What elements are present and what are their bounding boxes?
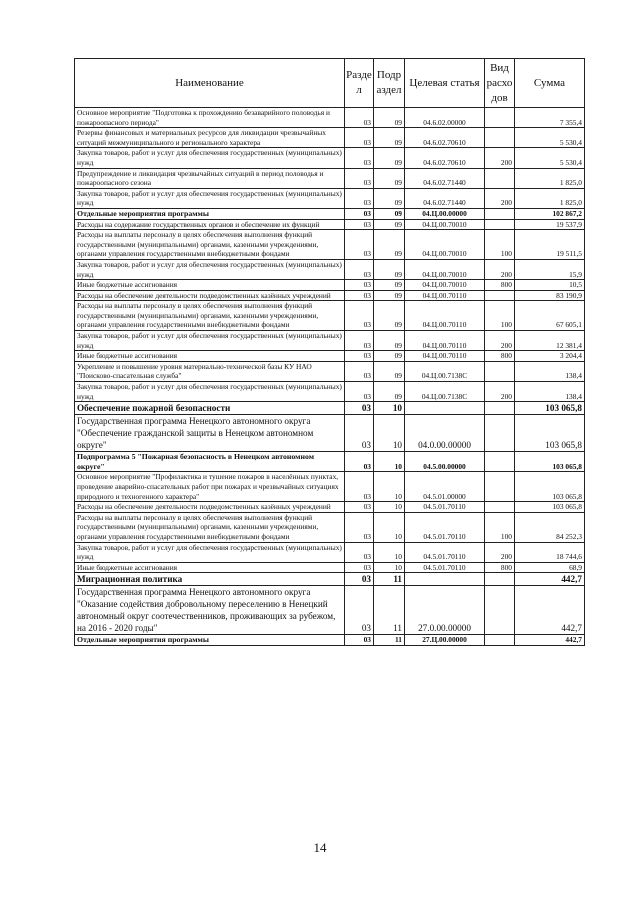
cell-razdel: 03 bbox=[345, 472, 374, 502]
cell-razdel: 03 bbox=[345, 108, 374, 128]
budget-table bbox=[74, 58, 585, 646]
cell-vid bbox=[485, 219, 515, 230]
cell-summa: 442,7 bbox=[515, 635, 585, 646]
cell-name: Отдельные мероприятия программы bbox=[75, 208, 345, 219]
cell-podrazdel: 11 bbox=[374, 586, 405, 635]
table-row bbox=[75, 573, 585, 586]
table-row bbox=[75, 472, 585, 502]
cell-summa: 5 530,4 bbox=[515, 148, 585, 168]
cell-razdel: 03 bbox=[345, 280, 374, 291]
cell-podrazdel: 09 bbox=[374, 208, 405, 219]
cell-razdel: 03 bbox=[345, 562, 374, 573]
cell-podrazdel: 10 bbox=[374, 502, 405, 513]
cell-name: Государственная программа Ненецкого автономного округа "Оказание содействия добровольному переселению в Ненецкий автономный округ соотечественников, проживающих за рубежом, на 2016 - 2020 годы" bbox=[75, 586, 345, 635]
table-row bbox=[75, 168, 585, 188]
cell-summa: 442,7 bbox=[515, 586, 585, 635]
cell-summa: 138,4 bbox=[515, 382, 585, 402]
table-row bbox=[75, 502, 585, 513]
cell-podrazdel: 11 bbox=[374, 635, 405, 646]
cell-podrazdel: 09 bbox=[374, 280, 405, 291]
cell-celevaya: 04.5.00.00000 bbox=[405, 452, 485, 472]
cell-summa: 1 825,0 bbox=[515, 188, 585, 208]
cell-summa: 103 065,8 bbox=[515, 472, 585, 502]
cell-summa: 83 190,9 bbox=[515, 290, 585, 301]
cell-name: Закупка товаров, работ и услуг для обеспечения государственных (муниципальных) нужд bbox=[75, 259, 345, 279]
cell-razdel: 03 bbox=[345, 573, 374, 586]
cell-summa: 1 825,0 bbox=[515, 168, 585, 188]
cell-podrazdel: 10 bbox=[374, 402, 405, 415]
cell-vid bbox=[485, 635, 515, 646]
cell-summa: 138,4 bbox=[515, 361, 585, 381]
table-row bbox=[75, 290, 585, 301]
cell-name: Предупреждение и ликвидация чрезвычайных ситуаций в период половодья и пожароопасного сезона bbox=[75, 168, 345, 188]
table-row bbox=[75, 542, 585, 562]
cell-vid bbox=[485, 208, 515, 219]
table-row bbox=[75, 586, 585, 635]
cell-podrazdel: 09 bbox=[374, 168, 405, 188]
cell-vid bbox=[485, 128, 515, 148]
cell-razdel: 03 bbox=[345, 351, 374, 362]
cell-summa: 19 511,5 bbox=[515, 230, 585, 260]
cell-podrazdel: 09 bbox=[374, 382, 405, 402]
cell-name: Иные бюджетные ассигнования bbox=[75, 280, 345, 291]
table-row bbox=[75, 351, 585, 362]
cell-celevaya: 04.Ц.00.70010 bbox=[405, 219, 485, 230]
cell-name: Основное мероприятие "Подготовка к прохождению безаварийного половодья и пожароопасного периода" bbox=[75, 108, 345, 128]
cell-name: Иные бюджетные ассигнования bbox=[75, 351, 345, 362]
cell-razdel: 03 bbox=[345, 148, 374, 168]
header-celevaya: Целевая статья bbox=[405, 59, 485, 108]
cell-name: Закупка товаров, работ и услуг для обеспечения государственных (муниципальных) нужд bbox=[75, 188, 345, 208]
cell-razdel: 03 bbox=[345, 512, 374, 542]
cell-razdel: 03 bbox=[345, 128, 374, 148]
cell-celevaya: 04.5.01.70110 bbox=[405, 562, 485, 573]
cell-celevaya: 04.Ц.00.70010 bbox=[405, 259, 485, 279]
cell-razdel: 03 bbox=[345, 230, 374, 260]
cell-vid bbox=[485, 472, 515, 502]
cell-summa: 442,7 bbox=[515, 573, 585, 586]
cell-name: Иные бюджетные ассигнования bbox=[75, 562, 345, 573]
header-name: Наименование bbox=[75, 59, 345, 108]
cell-razdel: 03 bbox=[345, 542, 374, 562]
cell-celevaya: 04.Ц.00.7138С bbox=[405, 382, 485, 402]
table-row bbox=[75, 562, 585, 573]
cell-summa: 3 204,4 bbox=[515, 351, 585, 362]
cell-vid: 200 bbox=[485, 382, 515, 402]
cell-summa: 68,9 bbox=[515, 562, 585, 573]
cell-razdel: 03 bbox=[345, 635, 374, 646]
cell-vid: 200 bbox=[485, 148, 515, 168]
cell-razdel: 03 bbox=[345, 586, 374, 635]
cell-name: Основное мероприятие "Профилактика и тушение пожаров в населённых пунктах, проведение аварийно-спасательных работ при пожарах и чрезвычайных ситуациях природного и техногенного характера" bbox=[75, 472, 345, 502]
cell-podrazdel: 10 bbox=[374, 452, 405, 472]
cell-razdel: 03 bbox=[345, 208, 374, 219]
header-razdel: Разде л bbox=[345, 59, 374, 108]
cell-celevaya: 04.5.01.70110 bbox=[405, 512, 485, 542]
cell-podrazdel: 09 bbox=[374, 108, 405, 128]
cell-razdel: 03 bbox=[345, 331, 374, 351]
table-body bbox=[75, 108, 585, 646]
cell-name: Резервы финансовых и материальных ресурсов для ликвидации чрезвычайных ситуаций межмуниципального и регионального характера bbox=[75, 128, 345, 148]
cell-celevaya: 04.6.02.71440 bbox=[405, 188, 485, 208]
table-row bbox=[75, 188, 585, 208]
cell-name: Расходы на обеспечение деятельности подведомственных казённых учреждений bbox=[75, 502, 345, 513]
header-vid: Вид расхо дов bbox=[485, 59, 515, 108]
cell-summa: 7 355,4 bbox=[515, 108, 585, 128]
cell-podrazdel: 10 bbox=[374, 472, 405, 502]
cell-name: Обеспечение пожарной безопасности bbox=[75, 402, 345, 415]
table-row bbox=[75, 402, 585, 415]
cell-vid bbox=[485, 402, 515, 415]
cell-vid bbox=[485, 573, 515, 586]
cell-podrazdel: 09 bbox=[374, 230, 405, 260]
cell-summa: 103 065,8 bbox=[515, 452, 585, 472]
cell-podrazdel: 09 bbox=[374, 290, 405, 301]
cell-summa: 12 381,4 bbox=[515, 331, 585, 351]
cell-razdel: 03 bbox=[345, 219, 374, 230]
table-header-row bbox=[75, 59, 585, 108]
cell-summa: 15,9 bbox=[515, 259, 585, 279]
cell-razdel: 03 bbox=[345, 452, 374, 472]
table-row bbox=[75, 219, 585, 230]
cell-razdel: 03 bbox=[345, 382, 374, 402]
cell-podrazdel: 09 bbox=[374, 361, 405, 381]
cell-razdel: 03 bbox=[345, 188, 374, 208]
cell-celevaya: 04.Ц.00.7138С bbox=[405, 361, 485, 381]
table-row bbox=[75, 108, 585, 128]
cell-podrazdel: 10 bbox=[374, 512, 405, 542]
page-number: 14 bbox=[313, 840, 327, 855]
cell-vid: 200 bbox=[485, 188, 515, 208]
cell-razdel: 03 bbox=[345, 168, 374, 188]
cell-podrazdel: 10 bbox=[374, 562, 405, 573]
cell-podrazdel: 10 bbox=[374, 542, 405, 562]
table-row bbox=[75, 512, 585, 542]
cell-podrazdel: 09 bbox=[374, 128, 405, 148]
cell-name: Государственная программа Ненецкого автономного округа "Обеспечение гражданской защиты в Ненецком автономном округе" bbox=[75, 415, 345, 452]
header-summa: Сумма bbox=[515, 59, 585, 108]
table-row bbox=[75, 331, 585, 351]
cell-name: Расходы на выплаты персоналу в целях обеспечения выполнения функций государственными (муниципальными) органами, казенными учреждениями, органами управления государственными внебюджетными фондами bbox=[75, 230, 345, 260]
cell-name: Расходы на обеспечение деятельности подведомственных казённых учреждений bbox=[75, 290, 345, 301]
cell-vid: 800 bbox=[485, 280, 515, 291]
cell-celevaya bbox=[405, 402, 485, 415]
table-row bbox=[75, 259, 585, 279]
cell-summa: 84 252,3 bbox=[515, 512, 585, 542]
cell-razdel: 03 bbox=[345, 301, 374, 331]
cell-vid: 200 bbox=[485, 542, 515, 562]
cell-celevaya: 04.Ц.00.70010 bbox=[405, 230, 485, 260]
cell-name: Закупка товаров, работ и услуг для обеспечения государственных (муниципальных) нужд bbox=[75, 331, 345, 351]
cell-razdel: 03 bbox=[345, 361, 374, 381]
cell-vid bbox=[485, 586, 515, 635]
cell-summa: 67 605,1 bbox=[515, 301, 585, 331]
cell-celevaya: 27.Ц.00.00000 bbox=[405, 635, 485, 646]
cell-podrazdel: 09 bbox=[374, 148, 405, 168]
table-row bbox=[75, 148, 585, 168]
cell-summa: 5 530,4 bbox=[515, 128, 585, 148]
table-row bbox=[75, 452, 585, 472]
cell-podrazdel: 09 bbox=[374, 188, 405, 208]
cell-podrazdel: 09 bbox=[374, 301, 405, 331]
cell-celevaya: 04.6.02.70610 bbox=[405, 128, 485, 148]
cell-podrazdel: 09 bbox=[374, 259, 405, 279]
table-row bbox=[75, 280, 585, 291]
cell-celevaya: 04.5.01.70110 bbox=[405, 502, 485, 513]
cell-podrazdel: 09 bbox=[374, 331, 405, 351]
cell-summa: 102 867,2 bbox=[515, 208, 585, 219]
cell-podrazdel: 09 bbox=[374, 219, 405, 230]
cell-vid: 200 bbox=[485, 259, 515, 279]
cell-podrazdel: 09 bbox=[374, 351, 405, 362]
cell-vid bbox=[485, 361, 515, 381]
cell-vid bbox=[485, 108, 515, 128]
cell-vid bbox=[485, 502, 515, 513]
table-row bbox=[75, 230, 585, 260]
cell-name: Расходы на содержание государственных органов и обеспечение их функций bbox=[75, 219, 345, 230]
cell-celevaya: 04.Ц.00.70110 bbox=[405, 351, 485, 362]
cell-name: Расходы на выплаты персоналу в целях обеспечения выполнения функций государственными (муниципальными) органами, казенными учреждениями, органами управления государственными внебюджетными фондами bbox=[75, 512, 345, 542]
cell-summa: 10,5 bbox=[515, 280, 585, 291]
cell-celevaya: 04.6.02.00000 bbox=[405, 108, 485, 128]
cell-celevaya: 04.Ц.00.70110 bbox=[405, 290, 485, 301]
cell-celevaya: 27.0.00.00000 bbox=[405, 586, 485, 635]
cell-celevaya: 04.0.00.00000 bbox=[405, 415, 485, 452]
cell-celevaya: 04.5.01.00000 bbox=[405, 472, 485, 502]
table-row bbox=[75, 128, 585, 148]
table-row bbox=[75, 635, 585, 646]
cell-name: Закупка товаров, работ и услуг для обеспечения государственных (муниципальных) нужд bbox=[75, 542, 345, 562]
cell-celevaya: 04.6.02.70610 bbox=[405, 148, 485, 168]
cell-razdel: 03 bbox=[345, 259, 374, 279]
cell-summa: 103 065,8 bbox=[515, 502, 585, 513]
cell-name: Расходы на выплаты персоналу в целях обеспечения выполнения функций государственными (муниципальными) органами, казенными учреждениями, органами управления государственными внебюджетными фондами bbox=[75, 301, 345, 331]
table-row bbox=[75, 361, 585, 381]
cell-vid bbox=[485, 290, 515, 301]
cell-summa: 103 065,8 bbox=[515, 402, 585, 415]
cell-celevaya: 04.Ц.00.70010 bbox=[405, 280, 485, 291]
cell-name: Миграционная политика bbox=[75, 573, 345, 586]
cell-celevaya bbox=[405, 573, 485, 586]
cell-vid bbox=[485, 452, 515, 472]
cell-vid: 800 bbox=[485, 351, 515, 362]
table-row bbox=[75, 208, 585, 219]
cell-celevaya: 04.5.01.70110 bbox=[405, 542, 485, 562]
cell-vid: 100 bbox=[485, 512, 515, 542]
cell-summa: 19 537,9 bbox=[515, 219, 585, 230]
table-row bbox=[75, 382, 585, 402]
header-podrazdel: Подр аздел bbox=[374, 59, 405, 108]
cell-celevaya: 04.Ц.00.70110 bbox=[405, 331, 485, 351]
cell-vid: 800 bbox=[485, 562, 515, 573]
cell-vid bbox=[485, 168, 515, 188]
cell-celevaya: 04.Ц.00.00000 bbox=[405, 208, 485, 219]
cell-name: Подпрограмма 5 "Пожарная безопасность в Ненецком автономном округе" bbox=[75, 452, 345, 472]
cell-vid: 100 bbox=[485, 230, 515, 260]
cell-razdel: 03 bbox=[345, 290, 374, 301]
cell-razdel: 03 bbox=[345, 402, 374, 415]
cell-summa: 18 744,6 bbox=[515, 542, 585, 562]
cell-podrazdel: 10 bbox=[374, 415, 405, 452]
cell-name: Укрепление и повышение уровня материально-технической базы КУ НАО "Поисково-спасательная служба" bbox=[75, 361, 345, 381]
cell-razdel: 03 bbox=[345, 415, 374, 452]
cell-vid bbox=[485, 415, 515, 452]
cell-celevaya: 04.Ц.00.70110 bbox=[405, 301, 485, 331]
cell-summa: 103 065,8 bbox=[515, 415, 585, 452]
table-row bbox=[75, 415, 585, 452]
cell-vid: 100 bbox=[485, 301, 515, 331]
cell-celevaya: 04.6.02.71440 bbox=[405, 168, 485, 188]
cell-vid: 200 bbox=[485, 331, 515, 351]
cell-name: Закупка товаров, работ и услуг для обеспечения государственных (муниципальных) нужд bbox=[75, 382, 345, 402]
cell-name: Закупка товаров, работ и услуг для обеспечения государственных (муниципальных) нужд bbox=[75, 148, 345, 168]
cell-podrazdel: 11 bbox=[374, 573, 405, 586]
table-row bbox=[75, 301, 585, 331]
cell-razdel: 03 bbox=[345, 502, 374, 513]
cell-name: Отдельные мероприятия программы bbox=[75, 635, 345, 646]
